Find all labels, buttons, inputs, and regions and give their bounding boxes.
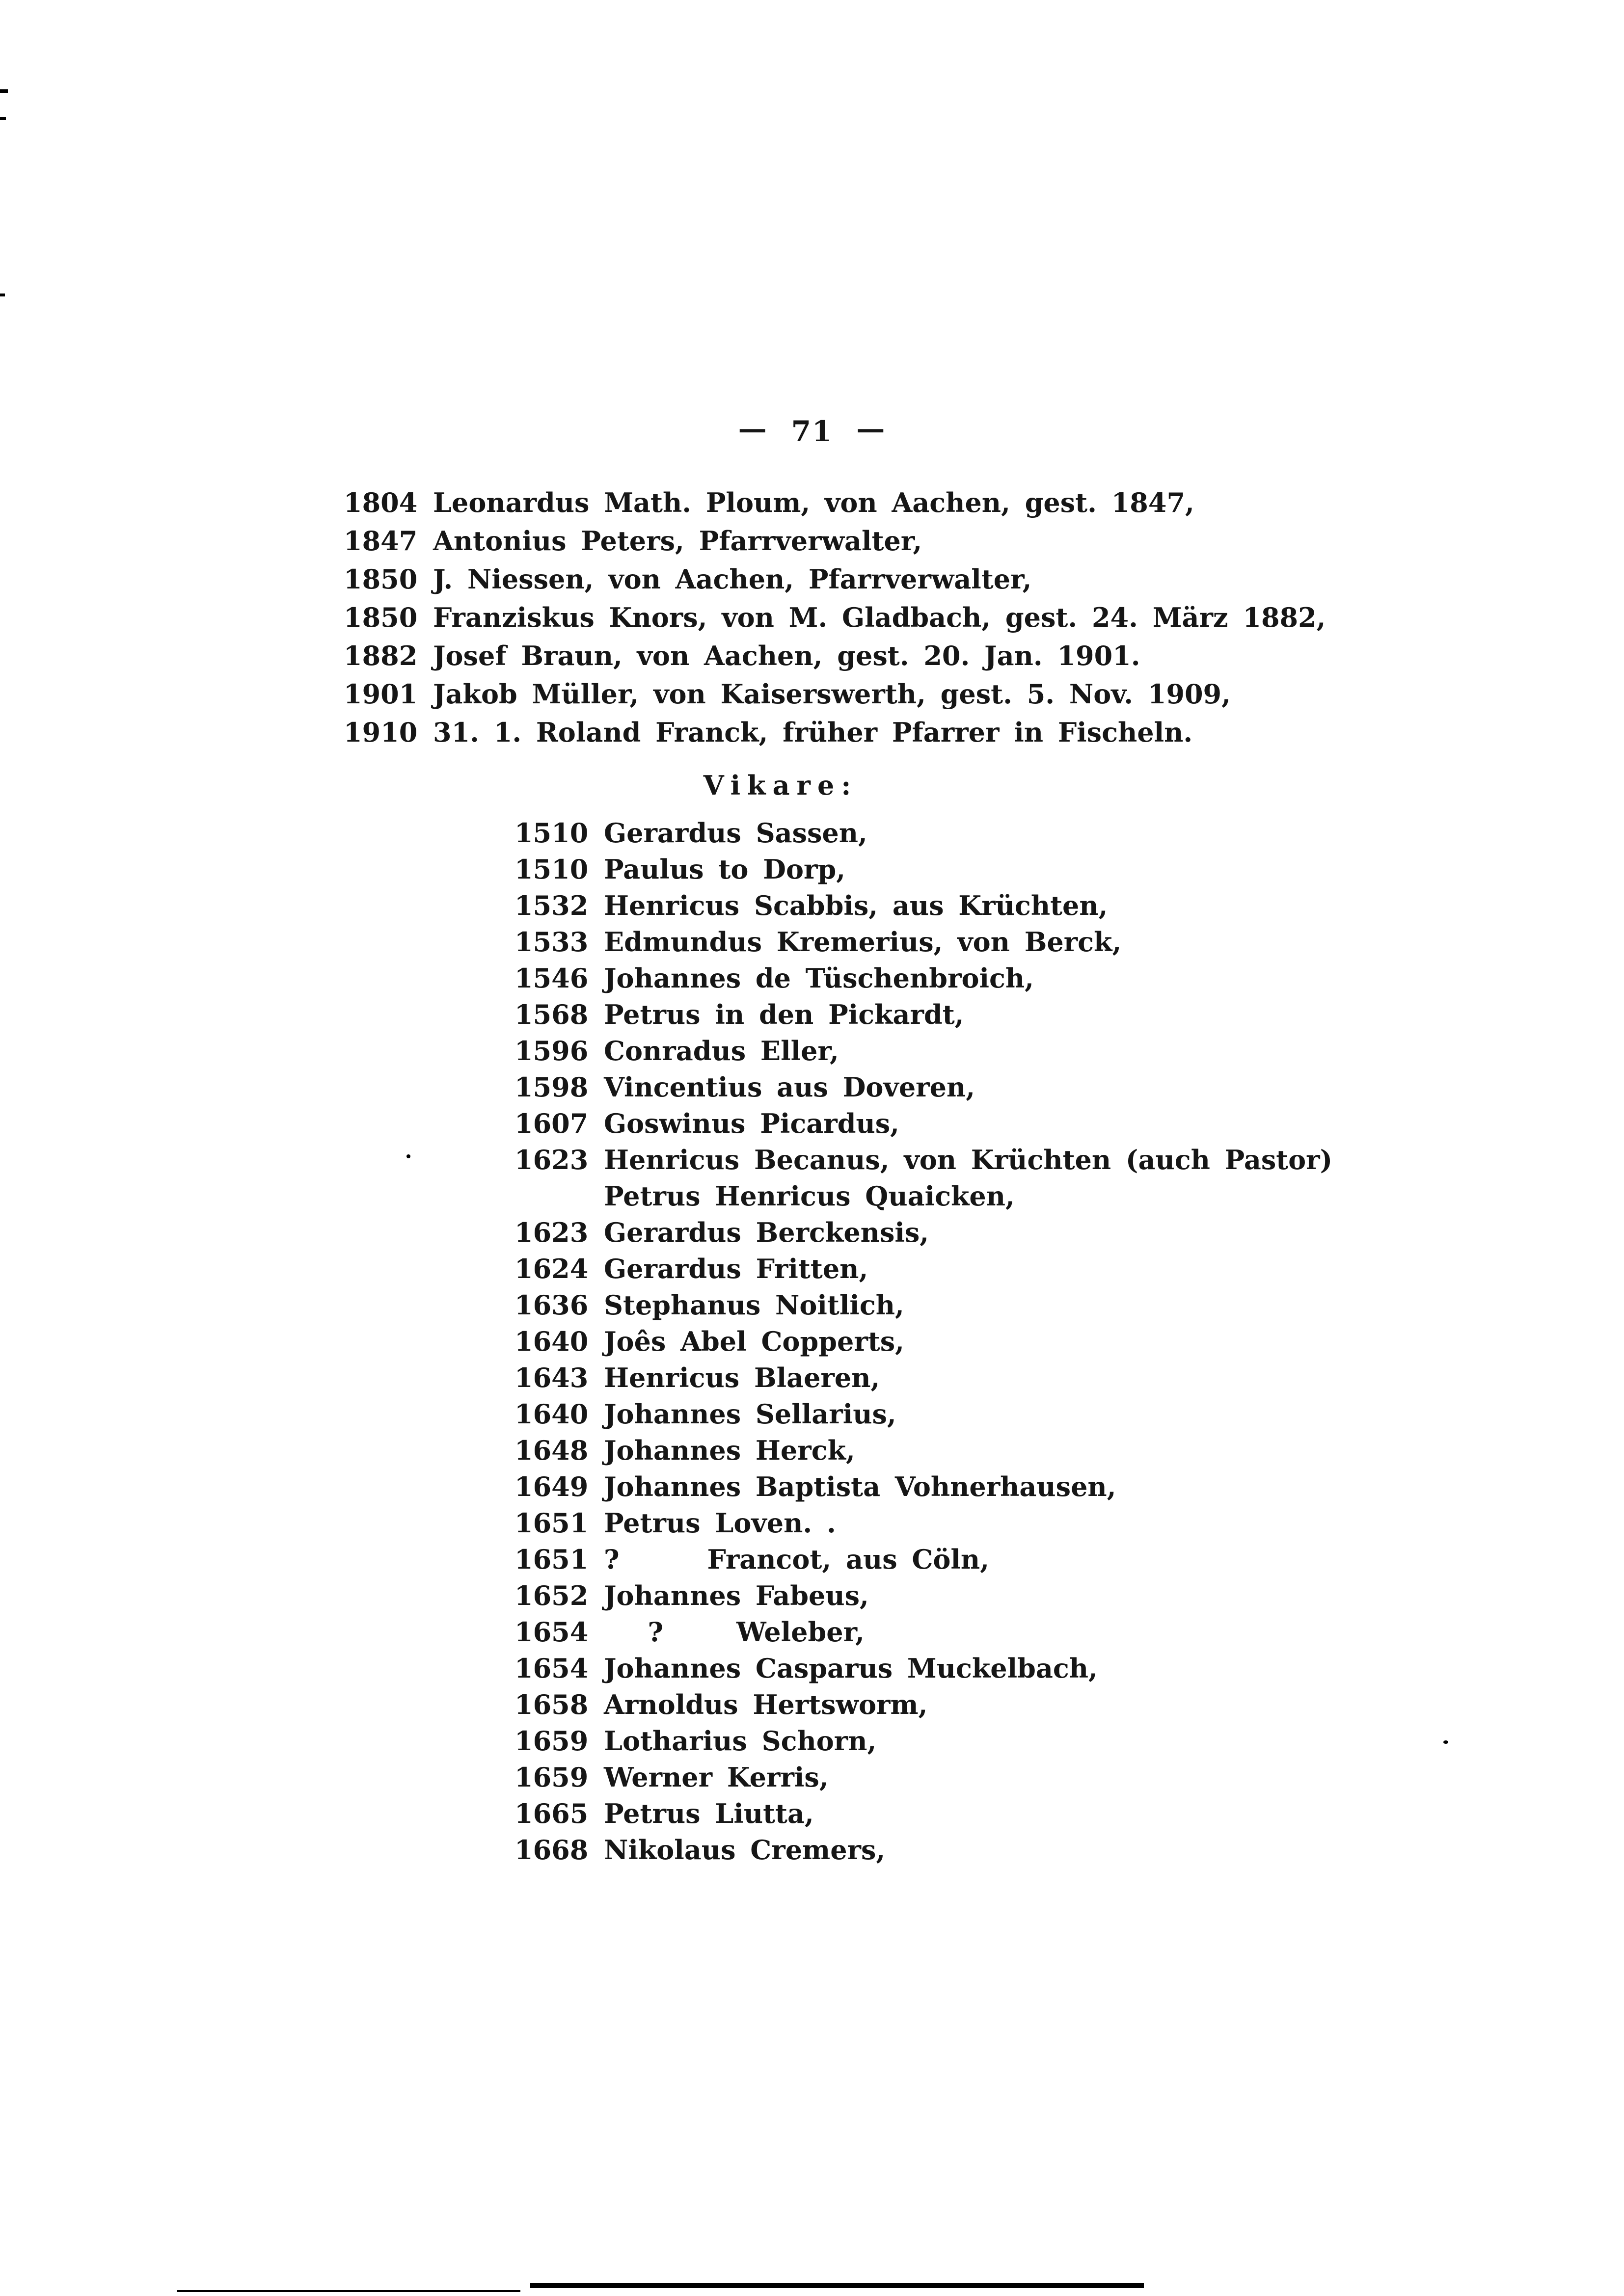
entry-year: 1510 [514, 817, 589, 849]
entry-text: Petrus Liutta, [604, 1798, 814, 1829]
pastor-entry [344, 637, 1326, 675]
vikar-entry [514, 1832, 1332, 1868]
vikar-entry [514, 1723, 1332, 1759]
entry-text: Jakob Müller, von Kaiserswerth, gest. 5. Nov. 1909, [433, 678, 1231, 710]
entry-text: Johannes Herck, [604, 1435, 855, 1466]
scan-artifact [1443, 1740, 1448, 1744]
entry-text: Lotharius Schorn, [604, 1725, 877, 1757]
pastor-entry [344, 675, 1326, 713]
entry-text: Johannes de Tüschenbroich, [604, 962, 1034, 994]
entry-year: 1568 [514, 999, 589, 1030]
entry-year: 1850 [344, 602, 418, 633]
vikar-entry [514, 1287, 1332, 1323]
entry-text: Johannes Casparus Muckelbach, [604, 1653, 1098, 1684]
entry-year: 1648 [514, 1435, 589, 1466]
entry-text: ? Weleber, [604, 1616, 865, 1648]
vikar-entry [514, 1105, 1332, 1142]
vikar-entry [514, 1759, 1332, 1795]
entry-text: Goswinus Picardus, [604, 1108, 899, 1139]
entry-text: Conradus Eller, [604, 1035, 839, 1067]
page-number-value: 71 [791, 415, 833, 448]
entry-text: Henricus Becanus, von Krüchten (auch Pastor) [604, 1144, 1333, 1175]
entry-year: 1850 [344, 563, 418, 595]
vikar-entry [514, 996, 1332, 1033]
pastor-entry [344, 598, 1326, 637]
entry-year: 1654 [514, 1653, 589, 1684]
entry-year: 1624 [514, 1253, 589, 1284]
entry-year: 1910 [344, 717, 418, 748]
pastor-entry [344, 522, 1326, 560]
scan-artifact [0, 89, 8, 93]
entry-year: 1668 [514, 1834, 589, 1866]
vikar-entry [514, 1214, 1332, 1251]
vikar-entry [514, 1251, 1332, 1287]
scan-artifact [0, 117, 6, 120]
entry-year: 1598 [514, 1071, 589, 1103]
entry-year: 1623 [514, 1144, 589, 1175]
entry-year: 1651 [514, 1544, 589, 1575]
entry-text: Werner Kerris, [604, 1762, 829, 1793]
vikar-entry [514, 1033, 1332, 1069]
vikar-entry [514, 1468, 1332, 1505]
entry-year: 1659 [514, 1725, 589, 1757]
entry-text: Josef Braun, von Aachen, gest. 20. Jan. 1901. [433, 640, 1140, 671]
scan-artifact [177, 2290, 520, 2292]
entry-year: 1665 [514, 1798, 589, 1829]
page-number [0, 412, 1624, 448]
entry-year: 1651 [514, 1507, 589, 1539]
entry-text: Vincentius aus Doveren, [604, 1071, 975, 1103]
entry-text: Edmundus Kremerius, von Berck, [604, 926, 1122, 958]
vikar-entry [514, 1142, 1332, 1178]
entry-year: 1882 [344, 640, 418, 671]
vikar-entry [514, 1686, 1332, 1723]
entry-text: Leonardus Math. Ploum, von Aachen, gest. 1847, [433, 487, 1194, 518]
entry-text: Gerardus Sassen, [604, 817, 867, 849]
vikar-entry [514, 1432, 1332, 1468]
page-number-dash-right: — [856, 412, 886, 445]
entry-text: Paulus to Dorp, [604, 854, 845, 885]
entry-year: 1546 [514, 962, 589, 994]
vikar-entry [514, 1323, 1332, 1360]
scan-artifact [0, 294, 5, 296]
vikar-entry [514, 1069, 1332, 1105]
entry-year: 1533 [514, 926, 589, 958]
entry-year: 1636 [514, 1289, 589, 1321]
entry-text: Petrus in den Pickardt, [604, 999, 964, 1030]
entry-text: Johannes Fabeus, [604, 1580, 869, 1611]
entry-text: Gerardus Berckensis, [604, 1217, 929, 1248]
entry-text: Nikolaus Cremers, [604, 1834, 886, 1866]
entry-text: 31. 1. Roland Franck, früher Pfarrer in Fischeln. [433, 717, 1193, 748]
entry-year: 1510 [514, 854, 589, 885]
vikar-entry [514, 815, 1332, 851]
entry-text: Joês Abel Copperts, [604, 1326, 904, 1357]
entry-year: 1640 [514, 1398, 589, 1430]
vikar-entry [514, 1360, 1332, 1396]
vikare-heading: Vikare: [703, 770, 858, 801]
entry-text: Gerardus Fritten, [604, 1253, 868, 1284]
entry-text: J. Niessen, von Aachen, Pfarrverwalter, [433, 563, 1032, 595]
vikare-list [514, 815, 1332, 1868]
vikar-entry [514, 1614, 1332, 1650]
vikar-entry [514, 1396, 1332, 1432]
pastor-entry [344, 560, 1326, 598]
entry-year: 1659 [514, 1762, 589, 1793]
pastor-entry [344, 483, 1326, 522]
vikar-entry [514, 960, 1332, 996]
entry-text: Petrus Loven. . [604, 1507, 836, 1539]
vikar-entry [514, 851, 1332, 887]
entry-text: Petrus Henricus Quaicken, [604, 1180, 1015, 1212]
entry-year: 1804 [344, 487, 418, 518]
vikar-entry [514, 1795, 1332, 1832]
entry-year: 1654 [514, 1616, 589, 1648]
entry-text: ? Francot, aus Cöln, [604, 1544, 989, 1575]
entry-year: 1847 [344, 525, 418, 557]
entry-year: 1607 [514, 1108, 589, 1139]
entry-text: Antonius Peters, Pfarrverwalter, [433, 525, 922, 557]
entry-year: 1658 [514, 1689, 589, 1720]
entry-year: 1652 [514, 1580, 589, 1611]
vikar-entry [514, 924, 1332, 960]
vikar-entry [514, 1541, 1332, 1577]
vikar-entry [514, 887, 1332, 924]
entry-year: 1901 [344, 678, 418, 710]
entry-text: Johannes Baptista Vohnerhausen, [604, 1471, 1116, 1502]
entry-text: Arnoldus Hertsworm, [604, 1689, 928, 1720]
vikar-entry [514, 1178, 1332, 1214]
vikar-entry [514, 1577, 1332, 1614]
entry-text: Franziskus Knors, von M. Gladbach, gest. 24. März 1882, [433, 602, 1326, 633]
entry-year: 1649 [514, 1471, 589, 1502]
entry-year: 1596 [514, 1035, 589, 1067]
entry-text: Stephanus Noitlich, [604, 1289, 904, 1321]
vikar-entry [514, 1505, 1332, 1541]
entry-year: 1643 [514, 1362, 589, 1393]
entry-text: Johannes Sellarius, [604, 1398, 896, 1430]
vikar-entry [514, 1650, 1332, 1686]
pastors-list [344, 483, 1326, 751]
scan-artifact [530, 2283, 1144, 2288]
scan-artifact [406, 1154, 410, 1158]
entry-year: 1623 [514, 1217, 589, 1248]
entry-year: 1640 [514, 1326, 589, 1357]
entry-text: Henricus Scabbis, aus Krüchten, [604, 890, 1108, 921]
entry-year: 1532 [514, 890, 589, 921]
page-number-dash-left: — [738, 412, 768, 445]
entry-text: Henricus Blaeren, [604, 1362, 880, 1393]
pastor-entry [344, 713, 1326, 751]
